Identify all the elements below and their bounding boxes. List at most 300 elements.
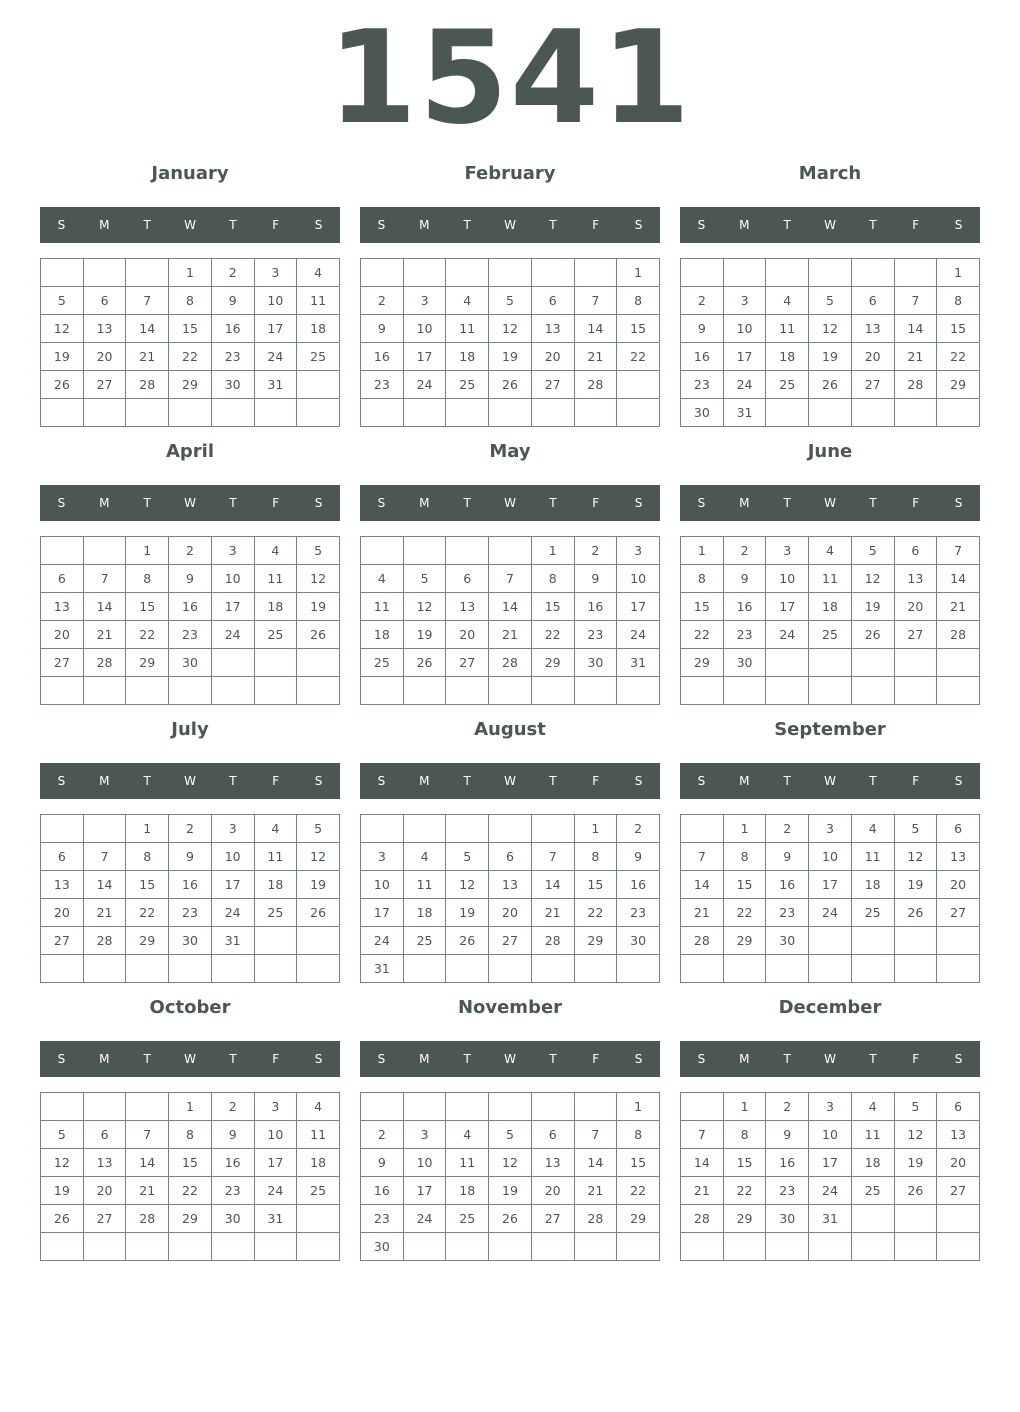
day-cell: 5 [446,843,489,871]
day-cell: 25 [297,1177,340,1205]
week-row [41,287,340,315]
weekday-header [360,207,660,243]
empty-day-cell [254,927,297,955]
day-cell: 18 [403,899,446,927]
day-cell: 19 [894,1149,937,1177]
month-name: May [489,441,531,462]
day-cell: 5 [809,287,852,315]
day-cell: 8 [723,843,766,871]
day-cell: 30 [617,927,660,955]
empty-day-cell [617,1233,660,1261]
week-row [681,843,980,871]
empty-day-cell [894,649,937,677]
day-cell: 4 [851,815,894,843]
weekday-label: T [463,774,471,788]
week-row [361,315,660,343]
day-cell: 10 [403,315,446,343]
week-row [361,843,660,871]
empty-day-cell [851,259,894,287]
day-cell: 7 [83,843,126,871]
day-cell: 3 [403,1121,446,1149]
weekday-label: T [783,496,791,510]
day-cell: 21 [531,899,574,927]
day-cell: 17 [403,1177,446,1205]
day-cell: 1 [531,537,574,565]
day-cell: 5 [489,1121,532,1149]
month-name: September [774,719,886,740]
month-name: November [457,997,563,1018]
day-cell: 6 [41,843,84,871]
weekday-label: T [869,496,877,510]
day-cell: 14 [574,315,617,343]
day-cell: 23 [361,371,404,399]
day-cell: 10 [254,287,297,315]
empty-day-cell [83,259,126,287]
week-row [361,1177,660,1205]
day-cell: 14 [574,1149,617,1177]
day-cell: 18 [809,593,852,621]
day-cell: 30 [169,649,212,677]
day-cell: 31 [809,1205,852,1233]
empty-day-cell [766,649,809,677]
day-cell: 25 [254,621,297,649]
day-cell: 12 [446,871,489,899]
day-cell: 22 [681,621,724,649]
day-cell: 12 [489,315,532,343]
empty-day-cell [297,955,340,983]
empty-day-cell [41,259,84,287]
weekday-label: T [549,774,557,788]
empty-day-cell [937,955,980,983]
weekday-header [40,1041,340,1077]
empty-day-cell [403,1093,446,1121]
day-cell: 20 [41,621,84,649]
day-cell: 1 [937,259,980,287]
weekday-label: T [229,218,237,232]
day-cell: 8 [617,287,660,315]
day-cell: 15 [169,315,212,343]
day-cell: 9 [681,315,724,343]
day-cell: 26 [297,899,340,927]
day-cell: 8 [681,565,724,593]
weekday-header [360,485,660,521]
day-cell: 22 [723,899,766,927]
day-cell: 10 [361,871,404,899]
day-cell: 18 [297,1149,340,1177]
empty-day-cell [361,399,404,427]
weekday-label: T [143,218,151,232]
week-row [41,955,340,983]
day-grid [680,814,980,983]
weekday-label: S [57,496,66,510]
weekday-header [680,763,980,799]
day-cell: 16 [766,871,809,899]
weekday-label: F [592,1052,600,1066]
weekday-label: S [634,218,643,232]
day-cell: 14 [681,871,724,899]
day-cell: 4 [254,815,297,843]
empty-day-cell [681,677,724,705]
day-cell: 10 [617,565,660,593]
weekday-label: M [99,1052,110,1066]
empty-day-cell [403,677,446,705]
empty-day-cell [361,677,404,705]
day-grid [40,814,340,983]
weekday-label: S [697,774,706,788]
weekday-label: T [783,774,791,788]
day-cell: 8 [617,1121,660,1149]
weekday-label: W [184,774,196,788]
day-cell: 20 [937,1149,980,1177]
day-cell: 19 [297,593,340,621]
weekday-label: T [783,1052,791,1066]
day-cell: 1 [574,815,617,843]
weekday-label: F [592,496,600,510]
empty-day-cell [851,677,894,705]
empty-day-cell [723,677,766,705]
empty-day-cell [169,677,212,705]
empty-day-cell [766,399,809,427]
day-cell: 15 [937,315,980,343]
week-row [681,955,980,983]
day-cell: 21 [937,593,980,621]
weekday-label: S [697,218,706,232]
day-cell: 22 [126,899,169,927]
day-cell: 12 [489,1149,532,1177]
day-cell: 5 [489,287,532,315]
day-cell: 22 [937,343,980,371]
day-cell: 1 [681,537,724,565]
day-cell: 27 [851,371,894,399]
week-row [681,677,980,705]
day-cell: 2 [723,537,766,565]
weekday-label: T [143,1052,151,1066]
day-grid [360,536,660,705]
empty-day-cell [489,1233,532,1261]
empty-day-cell [446,677,489,705]
day-cell: 8 [126,843,169,871]
day-cell: 6 [894,537,937,565]
day-cell: 12 [894,843,937,871]
day-cell: 12 [809,315,852,343]
week-row [361,259,660,287]
day-cell: 8 [937,287,980,315]
empty-day-cell [403,1233,446,1261]
day-cell: 14 [126,315,169,343]
day-cell: 14 [489,593,532,621]
day-cell: 4 [403,843,446,871]
day-cell: 22 [723,1177,766,1205]
empty-day-cell [169,1233,212,1261]
empty-day-cell [531,399,574,427]
empty-day-cell [126,1233,169,1261]
weekday-label: M [99,496,110,510]
weekday-label: W [824,774,836,788]
month-name: March [798,163,862,184]
day-cell: 16 [574,593,617,621]
week-row [41,649,340,677]
empty-day-cell [574,677,617,705]
day-cell: 20 [531,343,574,371]
day-cell: 3 [403,287,446,315]
day-cell: 1 [169,259,212,287]
day-cell: 30 [361,1233,404,1261]
week-row [681,371,980,399]
empty-day-cell [83,537,126,565]
day-cell: 15 [169,1149,212,1177]
empty-day-cell [403,815,446,843]
empty-day-cell [937,1233,980,1261]
week-row [681,1121,980,1149]
day-cell: 3 [766,537,809,565]
day-cell: 27 [41,927,84,955]
empty-day-cell [41,537,84,565]
day-cell: 26 [894,899,937,927]
week-row [41,593,340,621]
day-cell: 9 [766,1121,809,1149]
week-row [41,871,340,899]
day-cell: 9 [361,315,404,343]
day-cell: 30 [681,399,724,427]
day-cell: 8 [169,287,212,315]
empty-day-cell [681,1233,724,1261]
day-cell: 15 [723,1149,766,1177]
empty-day-cell [531,677,574,705]
week-row [681,565,980,593]
weekday-label: W [504,496,516,510]
day-cell: 4 [446,287,489,315]
day-cell: 28 [83,927,126,955]
day-cell: 16 [361,343,404,371]
day-cell: 2 [211,259,254,287]
weekday-label: T [463,218,471,232]
day-cell: 11 [851,1121,894,1149]
day-cell: 6 [531,1121,574,1149]
week-row [681,287,980,315]
month-name: July [171,719,209,740]
day-cell: 22 [169,1177,212,1205]
day-cell: 24 [403,1205,446,1233]
day-cell: 5 [851,537,894,565]
weekday-label: S [954,1052,963,1066]
empty-day-cell [531,1233,574,1261]
day-cell: 28 [126,1205,169,1233]
day-cell: 18 [254,871,297,899]
day-cell: 30 [211,371,254,399]
day-cell: 12 [297,565,340,593]
day-cell: 16 [169,593,212,621]
day-cell: 21 [574,1177,617,1205]
empty-day-cell [766,1233,809,1261]
empty-day-cell [446,399,489,427]
day-cell: 18 [446,343,489,371]
weekday-label: T [869,218,877,232]
week-row [681,1093,980,1121]
day-cell: 15 [681,593,724,621]
empty-day-cell [937,1205,980,1233]
week-row [41,565,340,593]
day-cell: 27 [83,1205,126,1233]
day-cell: 31 [254,371,297,399]
empty-day-cell [254,649,297,677]
empty-day-cell [254,677,297,705]
day-cell: 17 [617,593,660,621]
day-cell: 25 [809,621,852,649]
day-cell: 28 [83,649,126,677]
day-cell: 24 [809,899,852,927]
empty-day-cell [41,815,84,843]
day-cell: 7 [126,1121,169,1149]
day-cell: 18 [446,1177,489,1205]
empty-day-cell [531,259,574,287]
day-cell: 22 [574,899,617,927]
day-cell: 19 [41,343,84,371]
day-cell: 29 [126,927,169,955]
weekday-header [360,1041,660,1077]
weekday-label: S [57,774,66,788]
day-cell: 29 [617,1205,660,1233]
day-cell: 9 [574,565,617,593]
day-cell: 7 [531,843,574,871]
day-cell: 15 [574,871,617,899]
weekday-label: W [824,496,836,510]
empty-day-cell [617,955,660,983]
week-row [361,1121,660,1149]
day-cell: 12 [41,1149,84,1177]
day-cell: 20 [83,343,126,371]
day-cell: 19 [403,621,446,649]
day-cell: 10 [723,315,766,343]
weekday-label: S [57,218,66,232]
day-cell: 7 [126,287,169,315]
day-cell: 1 [169,1093,212,1121]
day-grid [360,258,660,427]
day-cell: 10 [254,1121,297,1149]
week-row [41,1233,340,1261]
weekday-label: T [549,218,557,232]
empty-day-cell [403,537,446,565]
weekday-label: T [229,774,237,788]
empty-day-cell [617,677,660,705]
empty-day-cell [211,649,254,677]
day-cell: 5 [41,287,84,315]
empty-day-cell [766,955,809,983]
weekday-label: F [912,218,920,232]
day-cell: 7 [681,843,724,871]
weekday-label: W [504,218,516,232]
day-cell: 10 [211,843,254,871]
weekday-label: W [504,1052,516,1066]
empty-day-cell [41,1233,84,1261]
weekday-label: M [739,774,750,788]
day-cell: 14 [681,1149,724,1177]
empty-day-cell [446,955,489,983]
day-cell: 1 [126,537,169,565]
empty-day-cell [297,927,340,955]
day-cell: 17 [254,1149,297,1177]
weekday-label: W [184,496,196,510]
day-cell: 2 [681,287,724,315]
day-cell: 29 [169,371,212,399]
month-name: February [464,163,556,184]
weekday-label: T [549,496,557,510]
weekday-label: T [869,1052,877,1066]
day-cell: 11 [851,843,894,871]
day-cell: 6 [489,843,532,871]
day-cell: 3 [254,259,297,287]
empty-day-cell [254,955,297,983]
week-row [361,677,660,705]
weekday-label: S [954,218,963,232]
weekday-label: F [272,1052,280,1066]
day-cell: 24 [766,621,809,649]
day-cell: 26 [809,371,852,399]
day-cell: 5 [297,537,340,565]
day-cell: 20 [83,1177,126,1205]
day-cell: 28 [681,1205,724,1233]
empty-day-cell [574,1093,617,1121]
day-cell: 13 [531,1149,574,1177]
empty-day-cell [211,1233,254,1261]
weekday-label: S [314,496,323,510]
day-cell: 2 [617,815,660,843]
day-cell: 23 [723,621,766,649]
empty-day-cell [361,1093,404,1121]
day-cell: 17 [254,315,297,343]
day-cell: 25 [254,899,297,927]
day-cell: 2 [361,1121,404,1149]
day-cell: 20 [446,621,489,649]
weekday-label: M [99,774,110,788]
day-cell: 2 [169,815,212,843]
day-cell: 19 [297,871,340,899]
day-cell: 11 [254,843,297,871]
day-grid [680,1092,980,1261]
weekday-header [40,207,340,243]
day-cell: 18 [254,593,297,621]
day-cell: 23 [766,899,809,927]
weekday-label: S [377,774,386,788]
day-cell: 2 [766,815,809,843]
day-cell: 19 [894,871,937,899]
empty-day-cell [851,955,894,983]
day-cell: 6 [531,287,574,315]
empty-day-cell [894,1233,937,1261]
day-cell: 16 [723,593,766,621]
empty-day-cell [531,815,574,843]
day-cell: 24 [403,371,446,399]
day-cell: 28 [894,371,937,399]
empty-day-cell [937,677,980,705]
week-row [361,1149,660,1177]
week-row [361,871,660,899]
day-cell: 16 [169,871,212,899]
day-cell: 24 [723,371,766,399]
weekday-label: F [272,774,280,788]
day-cell: 14 [531,871,574,899]
week-row [41,537,340,565]
empty-day-cell [297,649,340,677]
day-cell: 18 [361,621,404,649]
day-cell: 14 [83,871,126,899]
day-cell: 18 [766,343,809,371]
day-cell: 11 [446,315,489,343]
day-cell: 5 [297,815,340,843]
day-cell: 27 [531,1205,574,1233]
day-cell: 23 [169,899,212,927]
day-cell: 30 [211,1205,254,1233]
empty-day-cell [169,955,212,983]
